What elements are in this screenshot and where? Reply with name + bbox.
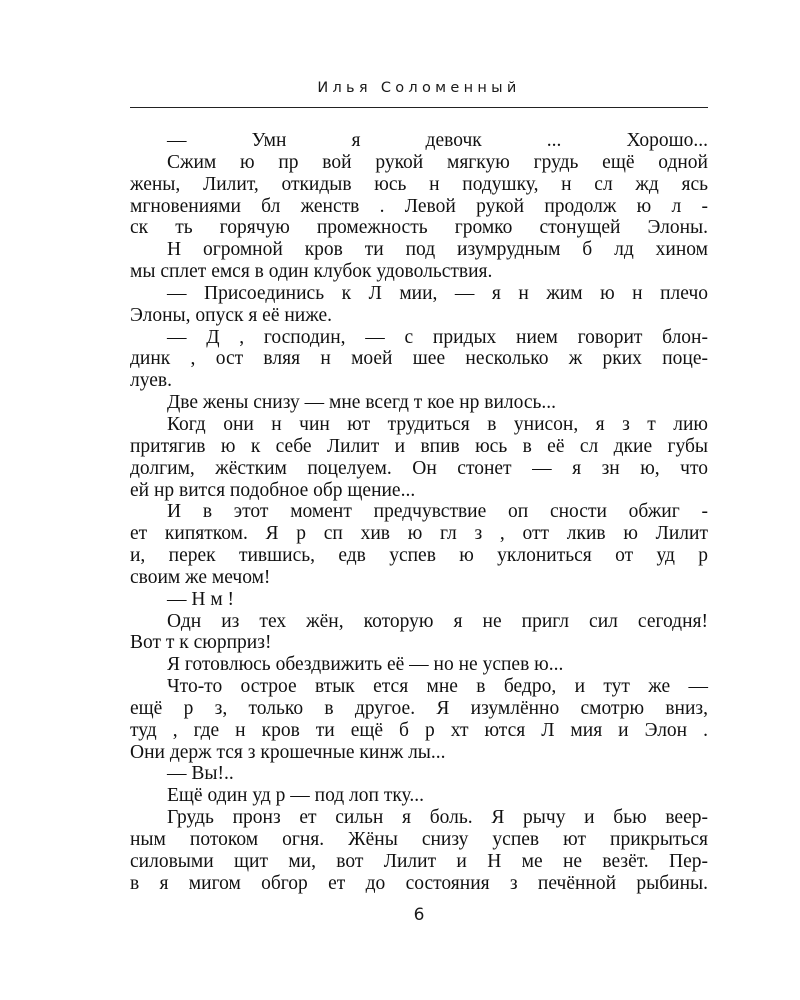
text-line: Две жены снизу — мне всегд т кое нр вилось... [167, 392, 557, 414]
text-line: долгим, жёстким поцелуем. Он стонет — я зн ю, что [130, 457, 708, 479]
text-line: ск ть горячую промежность громко стонущей Элоны. [130, 217, 708, 239]
text-line: — Д , господин, — с придых нием говорит блон- [167, 326, 708, 348]
text-line: Грудь пронз ет сильн я боль. Я рычу и бью веер- [167, 807, 708, 829]
text-line: Я готовлюсь обездвижить её — но не успев ю... [167, 654, 564, 676]
text-line: мгновениями бл женств . Левой рукой продолж ю л - [130, 195, 708, 217]
text-line: туд , где н кров ти ещё б р хт ются Л мия и Элон . [130, 719, 708, 741]
text-line: динк , ост вляя н моей шее несколько ж рких поце- [130, 348, 708, 370]
text-line: Ещё один уд р — под лоп тку... [167, 785, 424, 807]
page-number: 6 [413, 905, 425, 925]
text-line: притягив ю к себе Лилит и впив юсь в её сл дкие губы [130, 435, 708, 457]
text-line: луев. [130, 370, 172, 392]
text-line: Н огромной кров ти под изумрудным б лд хином [167, 239, 708, 261]
text-line: ет кипятком. Я р сп хив ю гл з , отт лкив ю Лилит [130, 523, 708, 545]
text-line: силовыми щит ми, вот Лилит и Н ме не везёт. Пер- [130, 850, 708, 872]
text-line: Вот т к сюрприз! [130, 632, 272, 654]
text-line: своим же мечом! [130, 566, 271, 588]
text-line: Что-то острое втык ется мне в бедро, и тут же — [167, 676, 708, 698]
text-line: жены, Лилит, откидыв юсь н подушку, н сл жд ясь [130, 173, 708, 195]
body-text [130, 130, 708, 895]
text-line: в я мигом обгор ет до состояния з печённой рыбины. [130, 872, 708, 894]
text-line: — Н м ! [167, 588, 235, 610]
text-line: — Вы!.. [167, 763, 234, 785]
text-line: Элоны, опуск я её ниже. [130, 304, 332, 326]
text-line: Когд они н чин ют трудиться в унисон, я з т лию [167, 413, 708, 435]
text-line: и, перек тившись, едв успев ю уклониться от уд р [130, 545, 708, 567]
text-line: ным потоком огня. Жёны снизу успев ют прикрыться [130, 829, 708, 850]
text-line: И в этот момент предчувствие оп сности обжиг - [167, 501, 708, 523]
text-line: Сжим ю пр вой рукой мягкую грудь ещё одной [167, 151, 708, 173]
text-line: ещё р з, только в другое. Я изумлённо смотрю вниз, [130, 697, 708, 719]
text-line: Одн из тех жён, которую я не пригл сил сегодня! [167, 610, 708, 632]
header-rule [130, 107, 708, 108]
text-line: ей нр вится подобное обр щение... [130, 479, 416, 501]
text-line: мы сплет емся в один клубок удовольствия. [130, 261, 493, 283]
text-line: — Умн я девочк ... Хорошо... [167, 130, 708, 151]
running-title: Илья Соломенный [317, 80, 521, 96]
text-line: Они держ тся з крошечные кинж лы... [130, 741, 446, 763]
text-line: — Присоединись к Л мии, — я н жим ю н плечо [167, 282, 708, 304]
